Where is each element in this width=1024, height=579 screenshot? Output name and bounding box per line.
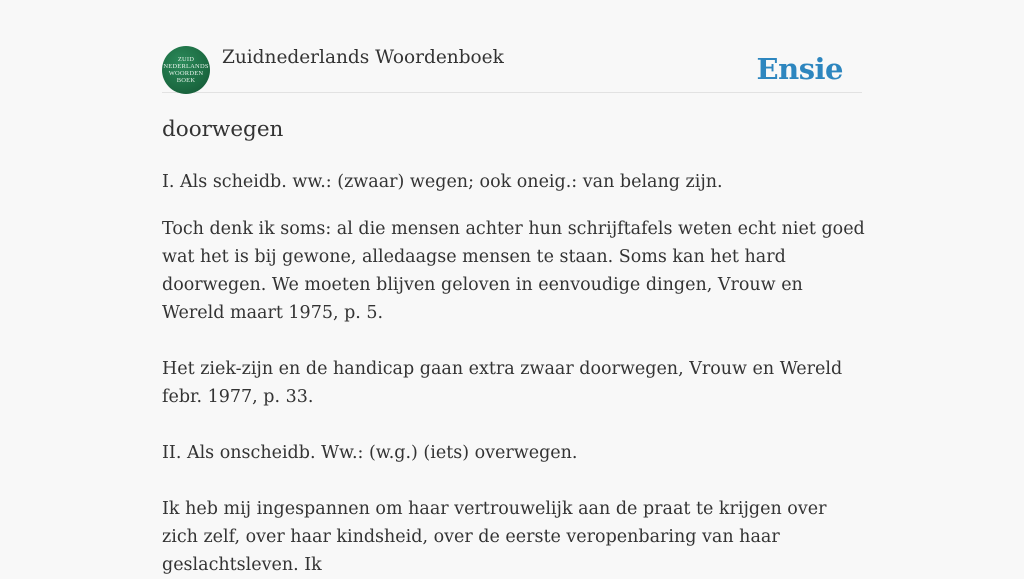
site-name-link[interactable]: Zuidnederlands Woordenboek: [222, 47, 504, 68]
logo-text-line: ZUID: [177, 56, 195, 63]
entry-content: [162, 114, 866, 579]
example-quote-3: Ik heb mij ingespannen om haar vertrouwelijk aan de praat te krijgen over zich zelf, over haar kindsheid, over de eerste veropenbaring van haar geslachtsleven. Ik: [162, 499, 827, 575]
ensie-brand-logo[interactable]: Ensie: [756, 52, 843, 86]
dictionary-logo[interactable]: [162, 46, 210, 94]
sense-definition-2: II. Als onscheidb. Ww.: (w.g.) (iets) overwegen.: [162, 443, 578, 463]
site-header: [162, 46, 862, 93]
example-quote-2: Het ziek-zijn en de handicap gaan extra zwaar doorwegen, Vrouw en Wereld febr. 1977, p. 33.: [162, 359, 843, 407]
logo-text-line: WOORDEN: [168, 70, 204, 77]
logo-text-line: NEDERLANDS: [163, 63, 209, 70]
example-quote-1: Toch denk ik soms: al die mensen achter hun schrijftafels weten echt niet goed wat het is bij gewone, alledaagse mensen te staan. Soms kan het hard doorwegen. We moeten blijven geloven in eenvoudige dingen, Vrouw en Wereld maart 1975, p. 5.: [162, 219, 865, 323]
sense-definition-1: I. Als scheidb. ww.: (zwaar) wegen; ook oneig.: van belang zijn.: [162, 172, 723, 192]
logo-text-line: BOEK: [176, 77, 196, 84]
entry-headword: doorwegen: [162, 117, 284, 142]
